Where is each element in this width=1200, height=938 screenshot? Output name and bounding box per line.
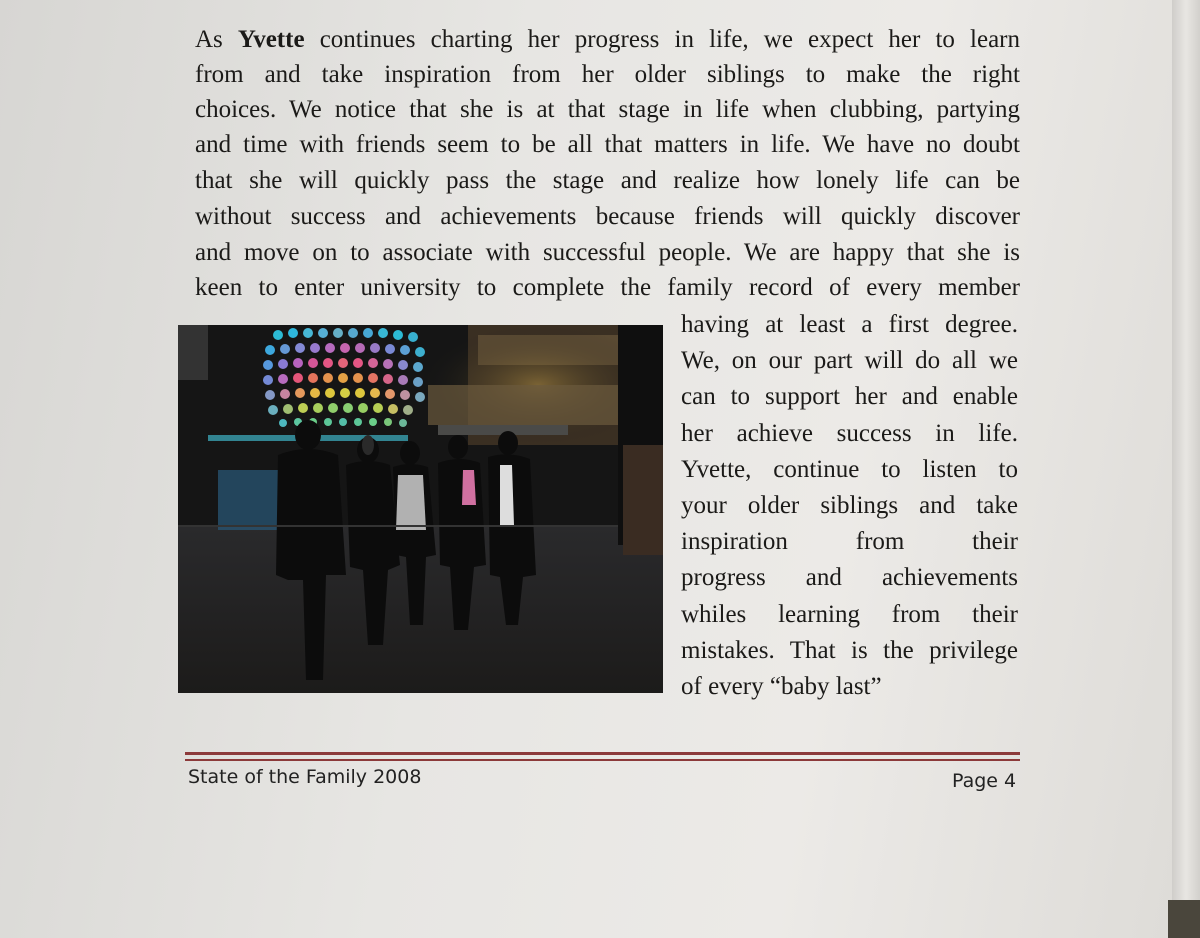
paragraph-line-2: from and take inspiration from her older siblings to make the right — [195, 61, 1020, 88]
paragraph-line-6: without success and achievements because friends will quickly discover — [195, 203, 1020, 230]
paragraph-line-1 — [195, 25, 1020, 55]
footer-title: State of the Family 2008 — [188, 766, 422, 788]
side-line-11: of every “baby last” — [681, 673, 882, 700]
side-line-8: progress and achievements — [681, 564, 1018, 591]
background-corner — [1168, 900, 1200, 938]
name-yvette: Yvette — [237, 26, 305, 53]
side-line-2: We, on our part will do all we — [681, 347, 1018, 374]
footer-rule-bottom — [185, 759, 1020, 761]
side-line-10: mistakes. That is the privilege — [681, 637, 1018, 664]
paragraph-line-7: and move on to associate with successful people. We are happy that she is — [195, 239, 1020, 266]
side-line-7: inspiration from their — [681, 528, 1018, 555]
line-1-rest: continues charting her progress in life, we expect her to learn — [319, 26, 1020, 53]
group-photo-illustration — [178, 325, 663, 693]
intro-word: As — [195, 26, 223, 53]
footer-rule-top — [185, 752, 1020, 755]
side-line-6: your older siblings and take — [681, 492, 1018, 519]
paragraph-line-4: and time with friends seem to be all that matters in life. We have no doubt — [195, 131, 1020, 158]
side-line-1: having at least a first degree. — [681, 311, 1018, 338]
page-edge — [1172, 0, 1200, 900]
side-line-9: whiles learning from their — [681, 601, 1018, 628]
group-photo — [178, 325, 663, 693]
side-line-3: can to support her and enable — [681, 383, 1018, 410]
paragraph-line-3: choices. We notice that she is at that stage in life when clubbing, partying — [195, 96, 1020, 123]
paragraph-line-8: keen to enter university to complete the family record of every member — [195, 274, 1020, 301]
side-line-4: her achieve success in life. — [681, 420, 1018, 447]
paragraph-line-5: that she will quickly pass the stage and realize how lonely life can be — [195, 167, 1020, 194]
side-line-5: Yvette, continue to listen to — [681, 456, 1018, 483]
footer-page-number: Page 4 — [952, 770, 1017, 792]
